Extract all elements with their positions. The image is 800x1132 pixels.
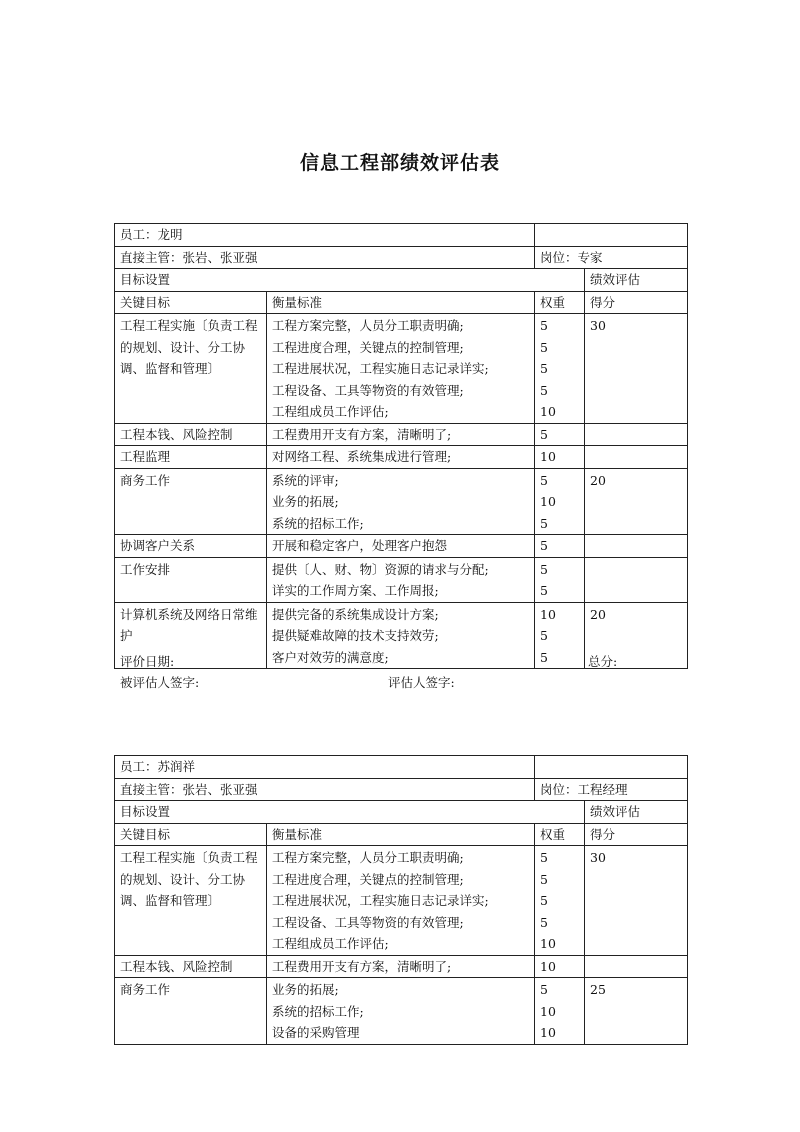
score-value xyxy=(590,956,682,978)
weight-value: 10 xyxy=(540,936,556,951)
score-value xyxy=(590,446,682,468)
measure-cell xyxy=(267,446,535,469)
key-target-cell xyxy=(115,846,267,956)
score-cell xyxy=(585,846,688,956)
key-target-cell xyxy=(115,955,267,978)
weight-cell xyxy=(535,535,585,558)
score-value: 30 xyxy=(590,318,606,333)
measure-item: 工程组成员工作评估; xyxy=(272,404,389,419)
key-target-text: 工作安排 xyxy=(120,561,171,577)
measure-item: 系统的评审; xyxy=(272,472,339,488)
evaluation-table xyxy=(114,755,688,1045)
key-target-text: 工程工程实施〔负责工程的规划、设计、分工协调、监督和管理〕 xyxy=(120,850,258,908)
measure-item: 工程方案完整，人员分工职责明确; xyxy=(272,850,464,865)
score-cell xyxy=(585,535,688,558)
supervisor-row xyxy=(115,246,688,269)
evaluatee-signature-label: 被评估人签字: xyxy=(120,675,200,690)
section-header-row xyxy=(115,269,688,292)
column-header-row xyxy=(115,291,688,314)
measure-item: 客户对效劳的满意度; xyxy=(272,649,389,665)
table-row xyxy=(115,446,688,469)
key-target-cell xyxy=(115,978,267,1045)
section-header-row xyxy=(115,801,688,824)
employee-row xyxy=(115,224,688,247)
measure-header: 衡量标准 xyxy=(267,823,535,846)
weight-cell xyxy=(535,978,585,1045)
weight-value: 5 xyxy=(540,649,548,665)
key-target-text: 工程本钱、风险控制 xyxy=(120,958,233,974)
target-setting-label: 目标设置 xyxy=(115,801,585,824)
weight-value: 5 xyxy=(540,318,548,333)
key-target-cell xyxy=(115,314,267,424)
weight-value: 5 xyxy=(540,472,548,488)
measure-item: 设备的采购管理 xyxy=(272,1025,360,1040)
score-value xyxy=(590,424,682,446)
weight-value: 5 xyxy=(540,515,548,531)
measure-item: 工程费用开支有方案，清晰明了; xyxy=(272,426,452,442)
supervisor-row xyxy=(115,778,688,801)
weight-cell xyxy=(535,314,585,424)
measure-cell xyxy=(267,846,535,956)
signature-footer xyxy=(120,651,687,693)
measure-cell xyxy=(267,978,535,1045)
score-cell xyxy=(585,446,688,469)
weight-value: 5 xyxy=(540,361,548,376)
target-setting-label: 目标设置 xyxy=(115,269,585,292)
measure-item: 工程进度合理，关键点的控制管理; xyxy=(272,871,464,887)
measure-item: 详实的工作周方案、工作周报; xyxy=(272,583,439,598)
weight-value: 5 xyxy=(540,628,548,643)
key-target-text: 商务工作 xyxy=(120,982,171,997)
key-target-text: 商务工作 xyxy=(120,472,171,488)
weight-cell xyxy=(535,446,585,469)
weight-value: 10 xyxy=(540,958,556,974)
key-target-header: 关键目标 xyxy=(115,291,267,314)
measure-cell xyxy=(267,535,535,558)
score-cell xyxy=(585,423,688,446)
key-target-text: 工程监理 xyxy=(120,449,171,464)
key-target-text: 工程本钱、风险控制 xyxy=(120,426,233,442)
measure-item: 系统的招标工作; xyxy=(272,1003,364,1019)
perf-eval-label: 绩效评估 xyxy=(585,269,688,292)
measure-item: 工程费用开支有方案，清晰明了; xyxy=(272,958,452,974)
position: 岗位：工程经理 xyxy=(535,778,688,801)
measure-cell xyxy=(267,468,535,535)
measure-item: 提供完备的系统集成设计方案; xyxy=(272,606,439,622)
table-row xyxy=(115,535,688,558)
weight-cell xyxy=(535,846,585,956)
weight-cell xyxy=(535,557,585,602)
score-header: 得分 xyxy=(585,823,688,846)
table-row xyxy=(115,978,688,1045)
measure-item: 工程设备、工具等物资的有效管理; xyxy=(272,914,464,930)
position: 岗位：专家 xyxy=(535,246,688,269)
key-target-text: 工程工程实施〔负责工程的规划、设计、分工协调、监督和管理〕 xyxy=(120,318,258,376)
weight-header: 权重 xyxy=(535,291,585,314)
key-target-cell xyxy=(115,423,267,446)
weight-header: 权重 xyxy=(535,823,585,846)
weight-cell xyxy=(535,468,585,535)
weight-value: 10 xyxy=(540,449,556,464)
score-value: 30 xyxy=(590,850,606,865)
measure-item: 开展和稳定客户，处理客户抱怨 xyxy=(272,538,448,553)
measure-item: 工程进展状况，工程实施日志记录详实; xyxy=(272,361,489,376)
measure-item: 工程进展状况，工程实施日志记录详实; xyxy=(272,893,489,908)
weight-value: 5 xyxy=(540,850,548,865)
employee-blank-cell xyxy=(535,756,688,779)
measure-item: 对网络工程、系统集成进行管理; xyxy=(272,449,452,464)
weight-value: 10 xyxy=(540,606,556,622)
employee-blank-cell xyxy=(535,224,688,247)
weight-value: 5 xyxy=(540,339,548,355)
employee-name: 员工：龙明 xyxy=(115,224,535,247)
table-row xyxy=(115,846,688,956)
key-target-header: 关键目标 xyxy=(115,823,267,846)
measure-item: 业务的拓展; xyxy=(272,494,339,509)
measure-item: 提供〔人、财、物〕资源的请求与分配; xyxy=(272,561,489,577)
key-target-cell xyxy=(115,557,267,602)
score-value: 20 xyxy=(590,472,606,488)
measure-header: 衡量标准 xyxy=(267,291,535,314)
weight-value: 5 xyxy=(540,382,548,398)
supervisor: 直接主管：张岩、张亚强 xyxy=(115,246,535,269)
measure-cell xyxy=(267,557,535,602)
measure-item: 工程设备、工具等物资的有效管理; xyxy=(272,382,464,398)
weight-value: 5 xyxy=(540,871,548,887)
weight-cell xyxy=(535,423,585,446)
employee-row xyxy=(115,756,688,779)
score-value: 25 xyxy=(590,982,606,997)
measure-cell xyxy=(267,955,535,978)
table-row xyxy=(115,423,688,446)
key-target-cell xyxy=(115,468,267,535)
weight-cell xyxy=(535,955,585,978)
employee-name: 员工：苏润祥 xyxy=(115,756,535,779)
weight-value: 5 xyxy=(540,538,548,553)
evaluation-table xyxy=(114,223,688,669)
measure-cell xyxy=(267,423,535,446)
key-target-text: 计算机系统及网络日常维护 xyxy=(120,606,258,643)
score-cell xyxy=(585,314,688,424)
score-value xyxy=(590,535,682,557)
key-target-text: 协调客户关系 xyxy=(120,538,196,553)
score-value xyxy=(590,559,682,581)
page-title: 信息工程部绩效评估表 xyxy=(299,152,500,174)
measure-cell xyxy=(267,314,535,424)
weight-value: 10 xyxy=(540,494,556,509)
key-target-cell xyxy=(115,446,267,469)
measure-item: 提供疑难故障的技术支持效劳; xyxy=(272,628,439,643)
weight-value: 10 xyxy=(540,404,556,419)
measure-item: 工程方案完整，人员分工职责明确; xyxy=(272,318,464,333)
total-score-label: 总分: xyxy=(588,654,618,669)
weight-value: 5 xyxy=(540,893,548,908)
weight-value: 10 xyxy=(540,1025,556,1040)
supervisor: 直接主管：张岩、张亚强 xyxy=(115,778,535,801)
table-row xyxy=(115,955,688,978)
measure-item: 工程进度合理，关键点的控制管理; xyxy=(272,339,464,355)
weight-value: 10 xyxy=(540,1003,556,1019)
measure-item: 工程组成员工作评估; xyxy=(272,936,389,951)
score-header: 得分 xyxy=(585,291,688,314)
weight-value: 5 xyxy=(540,561,548,577)
weight-value: 5 xyxy=(540,914,548,930)
eval-date-label: 评价日期: xyxy=(120,654,175,669)
table-row xyxy=(115,557,688,602)
weight-value: 5 xyxy=(540,583,548,598)
measure-item: 业务的拓展; xyxy=(272,982,339,997)
table-row xyxy=(115,468,688,535)
score-cell xyxy=(585,468,688,535)
weight-value: 5 xyxy=(540,426,548,442)
column-header-row xyxy=(115,823,688,846)
key-target-cell xyxy=(115,535,267,558)
score-value: 20 xyxy=(590,606,606,622)
weight-value: 5 xyxy=(540,982,548,997)
table-row xyxy=(115,314,688,424)
perf-eval-label: 绩效评估 xyxy=(585,801,688,824)
evaluator-signature-label: 评估人签字: xyxy=(388,675,455,690)
score-cell xyxy=(585,955,688,978)
score-cell xyxy=(585,978,688,1045)
measure-item: 系统的招标工作; xyxy=(272,515,364,531)
score-cell xyxy=(585,557,688,602)
